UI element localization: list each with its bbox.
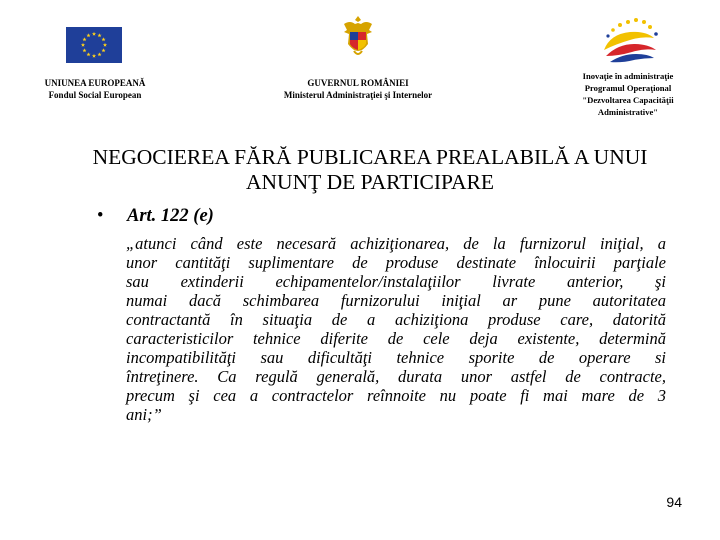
quote-line: precum şi cea a contractelor reînnoite nu poate fi mai mare de 3 bbox=[126, 386, 666, 405]
article-quote bbox=[126, 234, 666, 424]
header-program-text bbox=[560, 70, 696, 118]
bullet-marker: • bbox=[97, 206, 104, 226]
bullet-item bbox=[97, 205, 214, 227]
header-eu-line2: Fondul Social European bbox=[48, 90, 142, 100]
program-stars-logo-icon bbox=[596, 16, 662, 68]
quote-line: numai dacă schimbarea furnizorului iniţial ar pune autoritatea bbox=[126, 291, 666, 310]
article-reference: Art. 122 (e) bbox=[127, 206, 214, 226]
quote-line: incompatibilităţi sau dificultăţi tehnice sporite de operare si bbox=[126, 348, 666, 367]
header-program-line4: Administrative" bbox=[597, 107, 659, 117]
quote-line: unor cantităţi suplimentare de produse destinate înlocuirii parţiale bbox=[126, 253, 666, 272]
eu-flag-icon bbox=[66, 27, 122, 63]
header-eu-text bbox=[30, 77, 160, 101]
header-program-line2: Programul Operaţional bbox=[584, 83, 672, 93]
quote-line: ani;” bbox=[126, 405, 162, 424]
header-program-line3: "Dezvoltarea Capacităţii bbox=[582, 95, 674, 105]
header-government-text bbox=[268, 77, 448, 101]
quote-line: caracteristicilor tehnice diferite de cele deja existente, determină bbox=[126, 329, 666, 348]
header-government-line1: GUVERNUL ROMÂNIEI bbox=[307, 78, 409, 88]
page-number: 94 bbox=[666, 494, 682, 510]
quote-line: contractantă în situaţia de a achiziţiona produse care, datorită bbox=[126, 310, 666, 329]
romania-coat-of-arms-icon bbox=[341, 14, 375, 60]
header-government-line2: Ministerul Administraţiei şi Internelor bbox=[283, 90, 433, 100]
slide-title bbox=[40, 145, 700, 195]
header-program-line1: Inovaţie în administraţie bbox=[582, 71, 674, 81]
quote-line: întreţinere. Ca regulă generală, durata unor astfel de contracte, bbox=[126, 367, 666, 386]
slide-title-line1: NEGOCIEREA FĂRĂ PUBLICAREA PREALABILĂ A UNUI bbox=[92, 145, 648, 169]
header-eu-line1: UNIUNEA EUROPEANĂ bbox=[44, 78, 146, 88]
quote-line: sau extinderii echipamentelor/instalaţiilor livrate anterior, şi bbox=[126, 272, 666, 291]
quote-line: „atunci când este necesară achiziţionarea, de la furnizorul iniţial, a bbox=[126, 234, 666, 253]
slide-title-line2: ANUNŢ DE PARTICIPARE bbox=[246, 170, 494, 194]
